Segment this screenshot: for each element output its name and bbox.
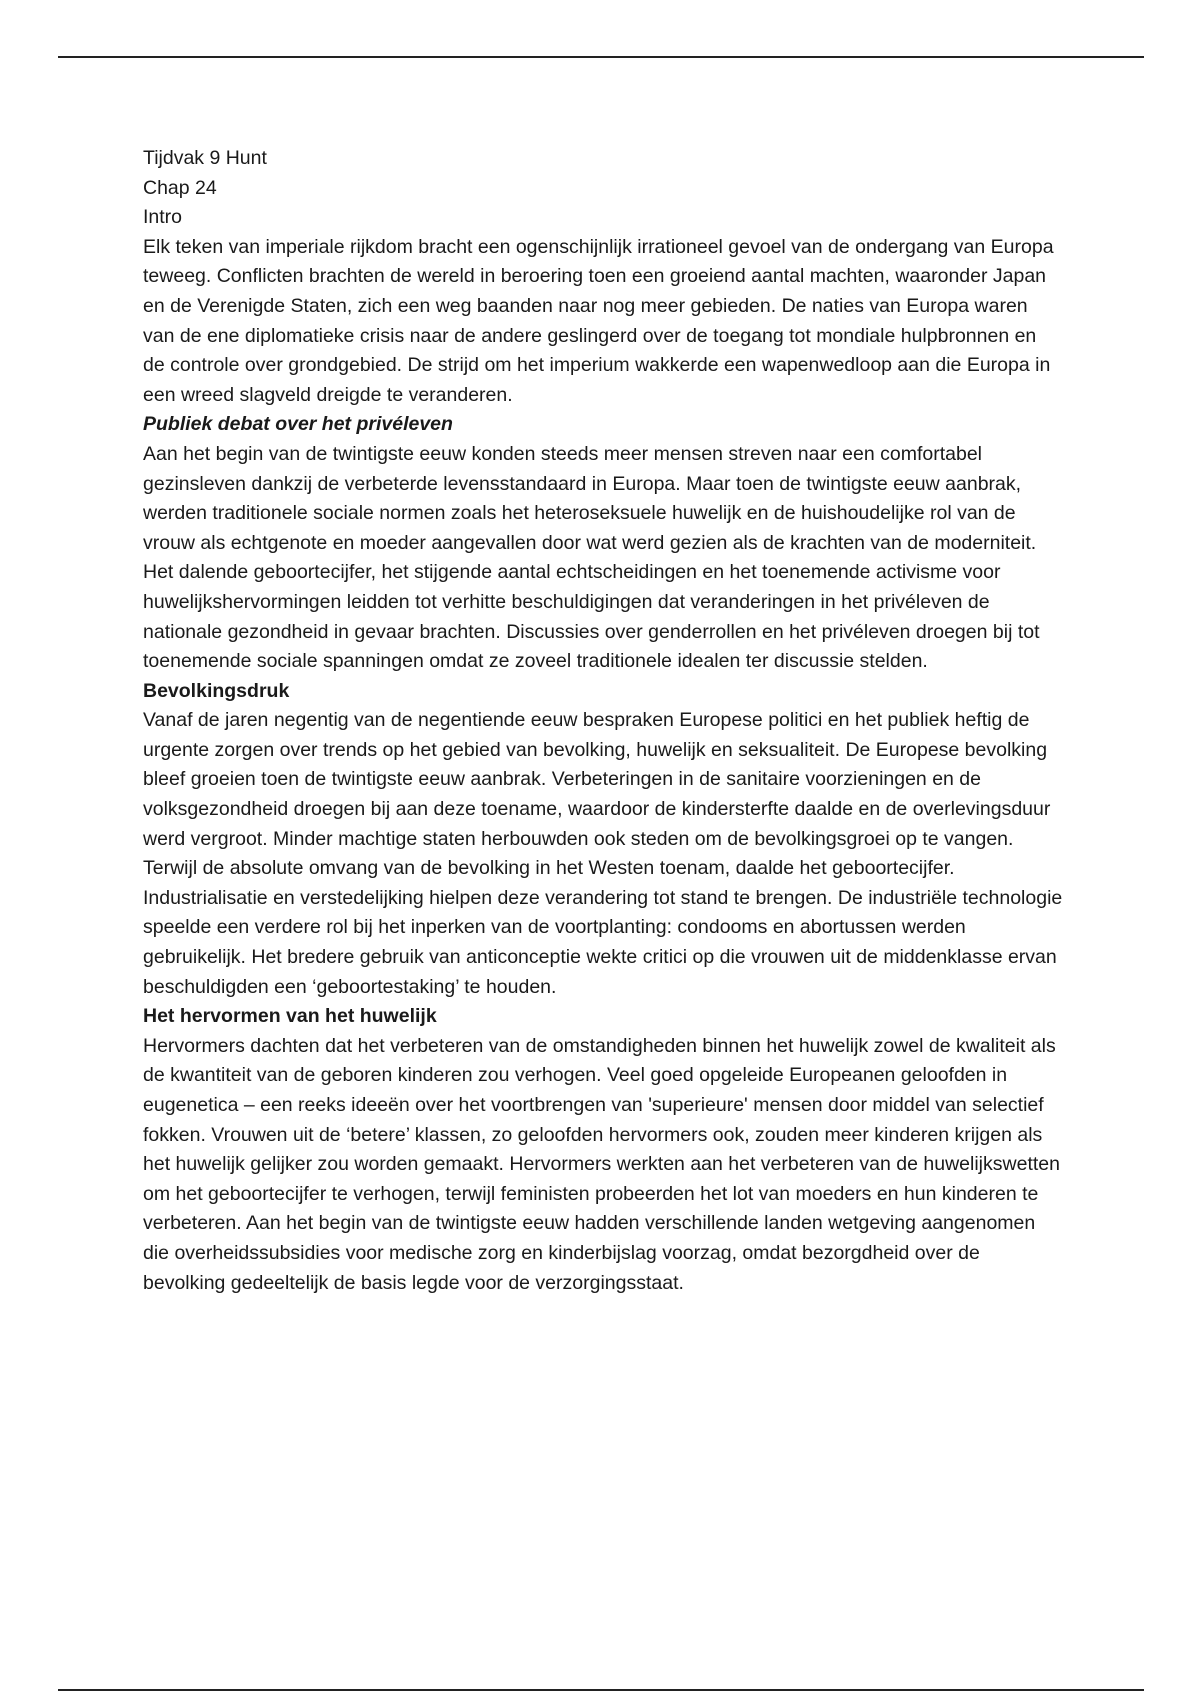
section-paragraph-marriage-reform: Hervormers dachten dat het verbeteren van de omstandigheden binnen het huwelijk zowel de kwaliteit als de kwantiteit van de geboren kinderen zou verhogen. Veel goed opgeleide Europeanen geloofden in eugenetica – een reeks ideeën over het voortbrengen van 'superieure' mensen door middel van selectief fokken. Vrouwen uit de ‘betere’ klassen, zo geloofden hervormers ook, zouden meer kinderen krijgen als het huwelijk gelijker zou worden gemaakt. Hervormers werkten aan het verbeteren van de huwelijkswetten om het geboortecijfer te verhogen, terwijl feministen probeerden het lot van moeders en hun kinderen te verbeteren. Aan het begin van de twintigste eeuw hadden verschillende landen wetgeving aangenomen die overheidssubsidies voor medische zorg en kinderbijslag voorzag, omdat bezorgdheid over de bevolking gedeeltelijk de basis legde voor de verzorgingsstaat.	[143, 1034, 1060, 1294]
section-heading-marriage-reform: Het hervormen van het huwelijk	[143, 1005, 437, 1028]
section-paragraph-population-pressure: Vanaf de jaren negentig van de negentiende eeuw bespraken Europese politici en het publiek heftig de urgente zorgen over trends op het gebied van bevolking, huwelijk en seksualiteit. De Europese bevolking bleef groeien toen de twintigste eeuw aanbrak. Verbeteringen in de sanitaire voorzieningen en de volksgezondheid droegen bij aan deze toename, waardoor de kindersterfte daalde en de overlevingsduur werd vergroot. Minder machtige staten herbouwden ook steden om de bevolkingsgroei op te vangen. Terwijl de absolute omvang van de bevolking in het Westen toenam, daalde het geboortecijfer. Industrialisatie en verstedelijking hielpen deze verandering tot stand te brengen. De industriële technologie speelde een verdere rol bij het inperken van de voortplanting: condooms en abortussen werden gebruikelijk. Het bredere gebruik van anticonceptie wekte critici op die vrouwen uit de middenklasse ervan beschuldigden een ‘geboortestaking’ te houden.	[143, 709, 1063, 998]
page-top-rule	[58, 56, 1144, 58]
doc-meta-title: Tijdvak 9 Hunt	[143, 147, 267, 169]
page-bottom-rule	[58, 1689, 1144, 1691]
section-heading-population-pressure: Bevolkingsdruk	[143, 679, 290, 702]
intro-paragraph: Elk teken van imperiale rijkdom bracht een ogenschijnlijk irrationeel gevoel van de ondergang van Europa teweeg. Conflicten brachten de wereld in beroering toen een groeiend aantal machten, waaronder Japan en de Verenigde Staten, zich een weg baanden naar nog meer gebieden. De naties van Europa waren van de ene diplomatieke crisis naar de andere geslingerd over de toegang tot mondiale hulpbronnen en de controle over grondgebied. De strijd om het imperium wakkerde een wapenwedloop aan die Europa in een wreed slagveld dreigde te veranderen.	[143, 235, 1054, 406]
section-heading-private-life: Publiek debat over het privéleven	[143, 413, 453, 436]
document-body	[143, 144, 1063, 1298]
doc-meta-intro-label: Intro	[143, 206, 183, 229]
doc-meta-chapter: Chap 24	[143, 176, 217, 199]
section-paragraph-private-life: Aan het begin van de twintigste eeuw konden steeds meer mensen streven naar een comfortabel gezinsleven dankzij de verbeterde levensstandaard in Europa. Maar toen de twintigste eeuw aanbrak, werden traditionele sociale normen zoals het heteroseksuele huwelijk en de huishoudelijke rol van de vrouw als echtgenote en moeder aangevallen door wat werd gezien als de krachten van de moderniteit. Het dalende geboortecijfer, het stijgende aantal echtscheidingen en het toenemende activisme voor huwelijkshervormingen leidden tot verhitte beschuldigingen dat veranderingen in het privéleven de nationale gezondheid in gevaar brachten. Discussies over genderrollen en het privéleven droegen bij tot toenemende sociale spanningen omdat ze zoveel traditionele idealen ter discussie stelden.	[143, 442, 1040, 673]
